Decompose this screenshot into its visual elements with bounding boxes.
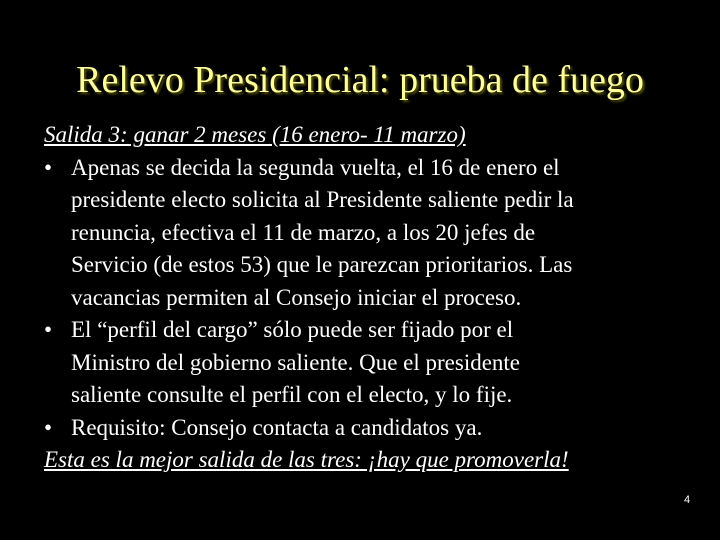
bullet-text-line: El “perfil del cargo” sólo puede ser fijado por el: [71, 317, 514, 342]
bullet-text-line: saliente consulte el perfil con el electo, y lo fije.: [71, 382, 513, 407]
slide-title: Relevo Presidencial: prueba de fuego: [76, 59, 644, 101]
bullet-text-line: Servicio (de estos 53) que le parezcan prioritarios. Las: [71, 252, 573, 277]
bullet-dot-icon: •: [44, 317, 53, 342]
bullet-item: [44, 314, 704, 412]
page-number: 4: [684, 494, 691, 506]
bullet-text-line: Apenas se decida la segunda vuelta, el 16 de enero el: [71, 154, 560, 180]
bullet-text-line: renuncia, efectiva el 11 de marzo, a los 20 jefes de: [71, 219, 536, 245]
slide-body: [44, 119, 704, 477]
bullet-item: [44, 412, 704, 445]
bullet-text-line: vacancias permiten al Consejo iniciar el proceso.: [71, 284, 522, 310]
bullet-dot-icon: •: [44, 154, 53, 180]
bullet-text-line: presidente electo solicita al Presidente saliente pedir la: [71, 187, 574, 212]
bullet-text-line: Ministro del gobierno saliente. Que el presidente: [71, 349, 521, 375]
bullet-item: [44, 152, 704, 315]
subheading: Salida 3: ganar 2 meses (16 enero- 11 marzo): [44, 122, 466, 147]
bullet-dot-icon: •: [44, 414, 53, 440]
bullet-text-line: Requisito: Consejo contacta a candidatos ya.: [71, 414, 483, 440]
closing-statement: Esta es la mejor salida de las tres: ¡hay que promoverla!: [44, 447, 569, 472]
